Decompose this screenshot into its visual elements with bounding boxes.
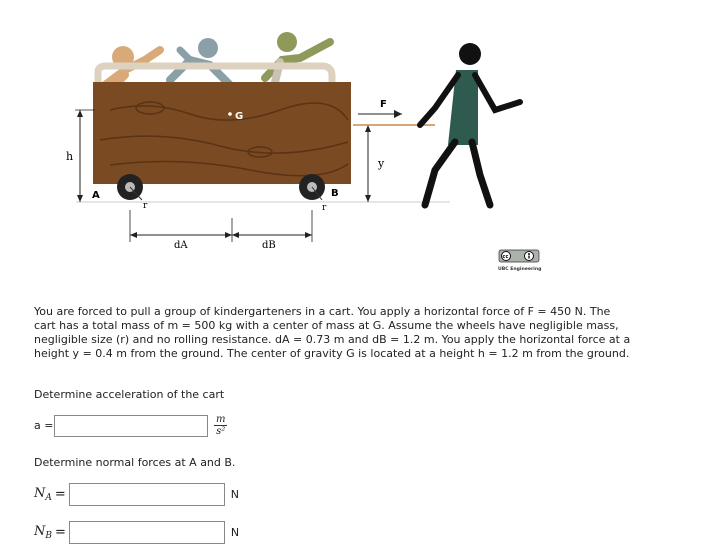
question-normal-forces: Determine normal forces at A and B. — [34, 456, 236, 469]
g-marker — [228, 112, 232, 116]
problem-statement: You are forced to pull a group of kindergarteners in a cart. You apply a horizontal force of F = 450 N. The cart has a total mass of m = 500 kg with a center of mass at G. Assume the wheels have negligible mass, negligible size (r) and no rolling resistance. dA = 0.73 m and dB = 1.2 m. You apply the horizontal force at a height y = 0.4 m from the ground. The center of gravity G is located at a height h = 1.2 m from the ground. — [34, 305, 631, 360]
nb-input[interactable] — [69, 521, 225, 544]
acceleration-label: a = — [34, 419, 54, 432]
nb-label: $N_B$ — [34, 524, 52, 541]
kids-illustration — [105, 32, 330, 90]
y-label: y — [378, 157, 385, 170]
acceleration-unit: $\frac{m}{\text{s²}}$ — [216, 414, 226, 437]
h-label: h — [66, 150, 74, 163]
g-label: G — [235, 111, 244, 122]
a-label: A — [92, 190, 100, 201]
cc-license-badge — [497, 248, 545, 274]
acceleration-input[interactable] — [54, 415, 208, 437]
nb-row: $N_B$ = N — [34, 521, 239, 544]
da-label: dA — [174, 240, 188, 251]
b-label: B — [331, 188, 339, 199]
credit-label: UBC Engineering — [498, 267, 542, 272]
person-pulling — [420, 43, 520, 205]
svg-text:cc: cc — [502, 254, 509, 260]
f-label: F — [380, 99, 387, 110]
na-unit: N — [230, 488, 240, 501]
cart-diagram-svg — [50, 30, 560, 280]
question-acceleration: Determine acceleration of the cart — [34, 388, 225, 401]
acceleration-row — [34, 414, 227, 437]
nb-unit: N — [230, 526, 240, 539]
cart-diagram — [50, 30, 560, 280]
r-right-label: r — [322, 203, 327, 213]
db-label: dB — [262, 240, 276, 251]
na-label: $N_A$ — [34, 486, 52, 503]
cart-box — [93, 82, 351, 184]
na-input[interactable] — [69, 483, 225, 506]
na-row: $N_A$ = N — [34, 483, 239, 506]
r-left-label: r — [143, 201, 148, 211]
